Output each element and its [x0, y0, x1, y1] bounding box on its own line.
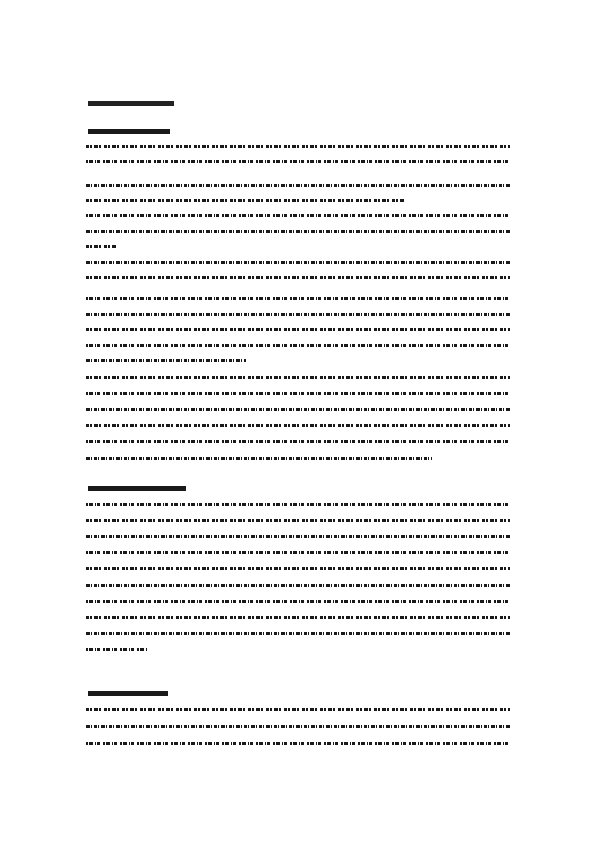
text-line	[86, 313, 510, 316]
text-line	[86, 392, 510, 395]
text-line	[86, 230, 510, 233]
section-heading	[88, 486, 186, 491]
text-line	[86, 457, 432, 460]
text-line	[86, 424, 510, 427]
text-line	[86, 742, 510, 745]
text-line	[86, 261, 510, 264]
text-line	[86, 145, 510, 148]
text-line	[86, 503, 510, 506]
text-line	[86, 276, 510, 279]
section-heading	[88, 691, 168, 696]
text-line	[86, 584, 510, 587]
text-line	[86, 600, 510, 603]
text-line	[86, 408, 510, 411]
text-line	[86, 440, 510, 443]
text-line	[86, 214, 510, 217]
section-heading	[88, 129, 170, 134]
text-line	[86, 551, 510, 554]
text-line	[86, 616, 510, 619]
text-line	[86, 648, 148, 651]
text-line	[86, 519, 510, 522]
text-line	[86, 359, 246, 362]
text-line	[86, 344, 510, 347]
text-line	[86, 725, 510, 728]
text-line	[86, 184, 510, 187]
text-line	[86, 632, 510, 635]
text-line	[86, 328, 510, 331]
text-line	[86, 199, 404, 202]
text-line	[86, 708, 510, 711]
text-line	[86, 567, 510, 570]
text-line	[86, 160, 510, 163]
text-line	[86, 535, 510, 538]
text-line	[86, 297, 510, 300]
document-title	[88, 101, 174, 106]
text-line	[86, 376, 510, 379]
text-line	[86, 245, 116, 248]
